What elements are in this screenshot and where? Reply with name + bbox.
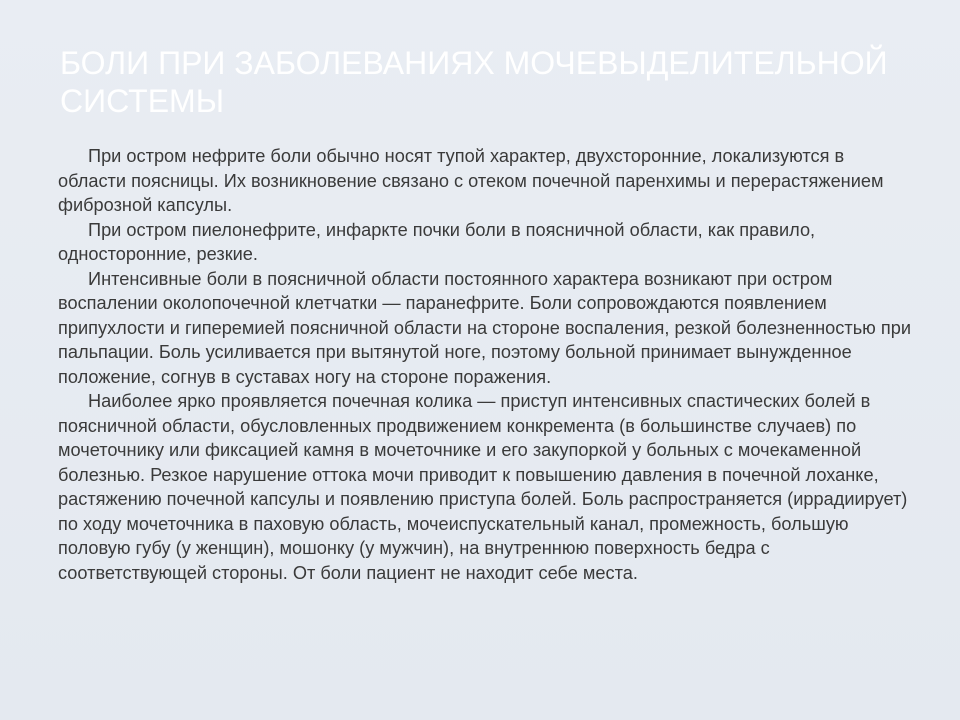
slide-title: БОЛИ ПРИ ЗАБОЛЕВАНИЯХ МОЧЕВЫДЕЛИТЕЛЬНОЙ СИСТЕМЫ [60,45,888,119]
paragraph-renal-colic: Наиболее ярко проявляется почечная колика — приступ интенсивных спастических болей в поясничной области, обусловленных продвижением конкремента (в большинстве случаев) по мочеточнику или фиксацией камня в мочеточнике и его закупоркой у больных с мочекаменной болезнью. Резкое нарушение оттока мочи приводит к повышению давления в почечной лоханке, растяжению почечной капсулы и появлению приступа болей. Боль распространяется (иррадиирует) по ходу мочеточника в паховую область, мочеиспускательный канал, промежность, большую половую губу (у женщин), мошонку (у мужчин), на внутреннюю поверхность бедра с соответствующей стороны. От боли пациент не находит себе места. [58,391,908,583]
paragraph-acute-nephritis: При остром нефрите боли обычно носят тупой характер, двухсторонние, локализуются в области поясницы. Их возникновение связано с отеком почечной паренхимы и перерастяжением фиброзной капсулы. [58,146,884,215]
slide-body [58,144,916,585]
paragraph-acute-pyelonephritis: При остром пиелонефрите, инфаркте почки боли в поясничной области, как правило, односторонние, резкие. [58,219,816,264]
paragraph-paranephritis: Интенсивные боли в поясничной области постоянного характера возникают при остром воспалении околопочечной клетчатки — паранефрите. Боли сопровождаются появлением припухлости и гиперемией поясничной области на стороне воспаления, резкой болезненностью при пальпации. Боль усиливается при вытянутой ноге, поэтому больной принимает вынужденное положение, согнув в суставах ногу на стороне поражения. [58,268,911,387]
